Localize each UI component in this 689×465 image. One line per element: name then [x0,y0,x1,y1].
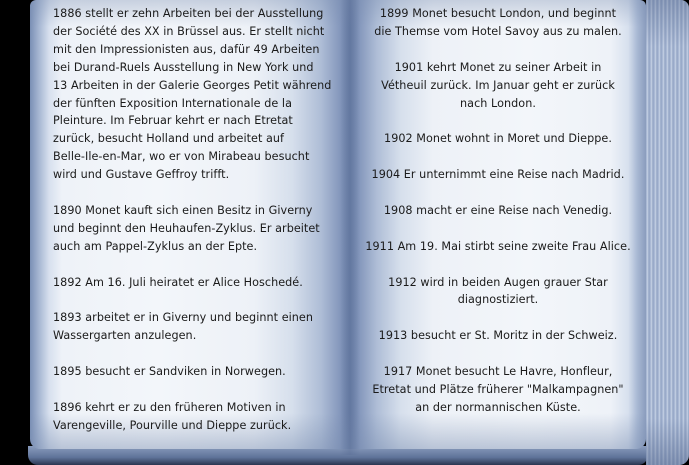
book-spine-shadow [340,0,360,455]
entry-1895: 1895 besucht er Sandviken in Norwegen. [53,365,286,379]
right-page-text [350,5,646,435]
entry-1902: 1902 Monet wohnt in Moret und Dieppe. [384,132,612,146]
entry-1904: 1904 Er unternimmt eine Reise nach Madrid. [371,168,625,182]
entry-1896: 1896 kehrt er zu den früheren Motiven in Varengeville, Pourville und Dieppe zurück. [53,400,292,432]
entry-1892: 1892 Am 16. Juli heiratet er Alice Hoschedé. [53,275,303,289]
entry-1886: 1886 stellt er zehn Arbeiten bei der Ausstellung der Société des XX in Brüssel aus. Er stellt nicht mit den Impressionisten aus, dafür 49 Arbeiten bei Durand-Ruels Ausstellung in New York und 13 Arbeiten in der Galerie Georges Petit während der fünften Exposition Internationale de la Pleinture. Im Februar kehrt er nach Etretat zurück, besucht Holland und arbeitet auf Belle-Ile-en-Mar, wo er von Mirabeau besucht wird und Gustave Geffroy trifft. [53,7,332,182]
entry-1913: 1913 besucht er St. Moritz in der Schweiz. [378,329,618,343]
right-page [350,0,646,449]
left-page [30,0,350,449]
entry-1890: 1890 Monet kauft sich einen Besitz in Giverny und beginnt den Heuhaufen-Zyklus. Er arbeitet auch am Pappel-Zyklus an der Epte. [53,203,320,253]
entry-1908: 1908 macht er eine Reise nach Venedig. [383,203,613,217]
entry-1912: 1912 wird in beiden Augen grauer Star diagnostiziert. [388,275,608,307]
page-stack-edge [646,0,689,465]
entry-1893: 1893 arbeitet er in Giverny und beginnt einen Wassergarten anzulegen. [53,311,313,343]
entry-1899: 1899 Monet besucht London, und beginnt die Themse vom Hotel Savoy aus zu malen. [374,7,622,38]
entry-1901: 1901 kehrt Monet zu seiner Arbeit in Vétheuil zurück. Im Januar geht er zurück nach London. [381,60,615,110]
entry-1917: 1917 Monet besucht Le Havre, Honfleur, Etretat und Plätze früherer "Malkampagnen" an der normannischen Küste. [372,365,624,414]
left-page-text [53,5,343,453]
entry-1911: 1911 Am 19. Mai stirbt seine zweite Frau Alice. [365,239,631,253]
